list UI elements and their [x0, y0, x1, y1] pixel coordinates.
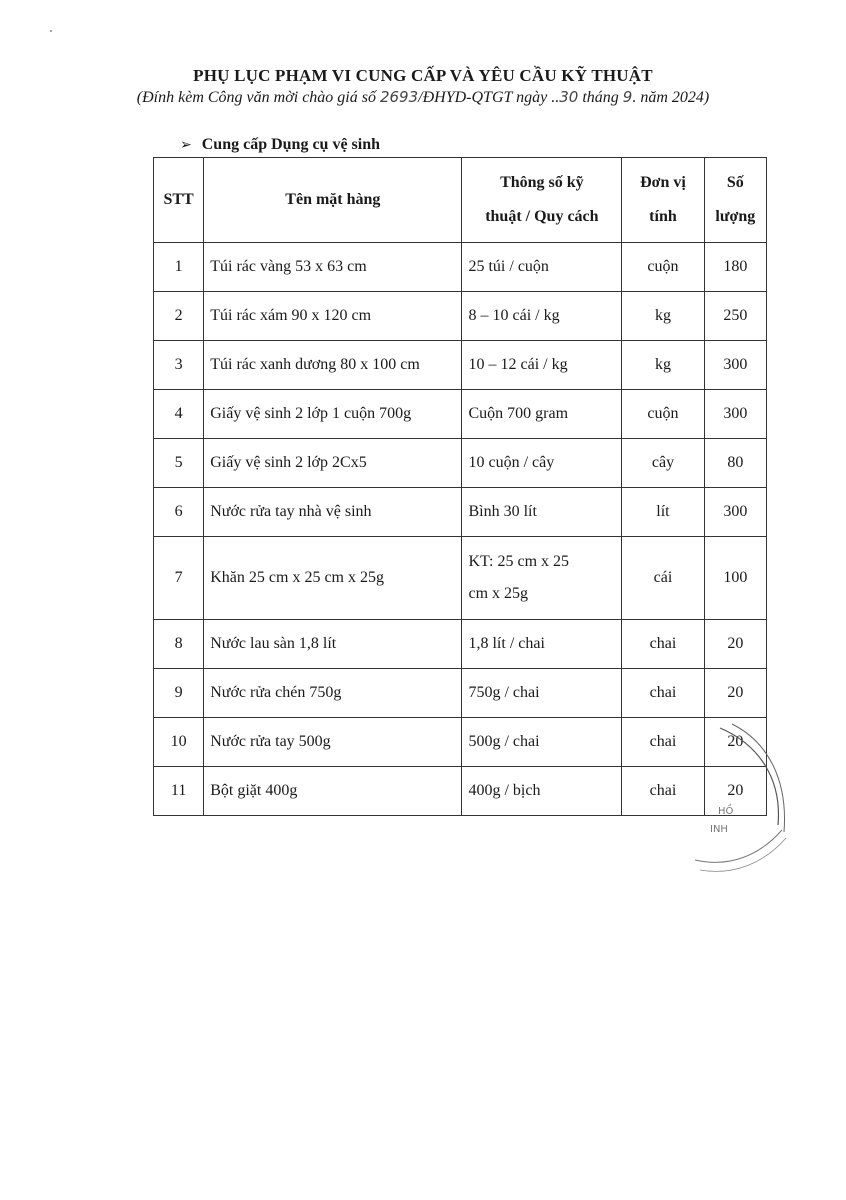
table-row [154, 488, 767, 537]
cell-spec: 25 túi / cuộn [462, 243, 622, 292]
header-unit [622, 158, 704, 243]
supply-table [153, 157, 767, 816]
cell-stt: 8 [154, 620, 204, 669]
cell-unit: chai [622, 669, 704, 718]
header-spec-line1: Thông số kỹ [500, 174, 584, 191]
table-row [154, 390, 767, 439]
cell-stt: 10 [154, 718, 204, 767]
stamp-text-2: INH [710, 824, 728, 835]
arrow-bullet-icon: ➢ [180, 138, 192, 153]
table-row [154, 537, 767, 620]
subtitle-part3: tháng [578, 89, 623, 106]
cell-qty: 20 [704, 767, 766, 816]
cell-stt: 9 [154, 669, 204, 718]
stamp-text-1: HỒ [718, 806, 734, 817]
subtitle-part4: . năm 2024) [632, 89, 710, 106]
cell-spec: 1,8 lít / chai [462, 620, 622, 669]
cell-spec: 750g / chai [462, 669, 622, 718]
cell-qty: 100 [704, 537, 766, 620]
header-qty-line2: lượng [715, 208, 756, 225]
table-row [154, 439, 767, 488]
cell-unit: chai [622, 620, 704, 669]
cell-name: Giấy vệ sinh 2 lớp 2Cx5 [204, 439, 462, 488]
cell-stt: 4 [154, 390, 204, 439]
cell-stt: 5 [154, 439, 204, 488]
table-row [154, 341, 767, 390]
cell-stt: 2 [154, 292, 204, 341]
cell-name: Bột giặt 400g [204, 767, 462, 816]
table-header-row [154, 158, 767, 243]
cell-spec: 8 – 10 cái / kg [462, 292, 622, 341]
cell-spec: 500g / chai [462, 718, 622, 767]
header-unit-line2: tính [649, 208, 677, 225]
cell-unit: chai [622, 767, 704, 816]
subtitle-day-prefix: .. [551, 89, 560, 106]
cell-qty: 20 [704, 718, 766, 767]
cell-spec [462, 537, 622, 620]
cell-spec: 400g / bịch [462, 767, 622, 816]
cell-name: Túi rác vàng 53 x 63 cm [204, 243, 462, 292]
cell-unit: cuộn [622, 243, 704, 292]
cell-unit: kg [622, 341, 704, 390]
cell-qty: 20 [704, 669, 766, 718]
table-row [154, 767, 767, 816]
subtitle-part2: /ĐHYD-QTGT ngày [418, 89, 552, 106]
header-qty-line1: Số [726, 174, 744, 191]
cell-spec: Cuộn 700 gram [462, 390, 622, 439]
document-title: PHỤ LỤC PHẠM VI CUNG CẤP VÀ YÊU CẦU KỸ THUẬT [193, 66, 653, 85]
cell-unit: kg [622, 292, 704, 341]
section-heading [180, 136, 380, 154]
cell-unit: lít [622, 488, 704, 537]
cell-stt: 6 [154, 488, 204, 537]
subtitle-part1: (Đính kèm Công văn mời chào giá số [136, 89, 380, 106]
cell-qty: 180 [704, 243, 766, 292]
cell-stt: 7 [154, 537, 204, 620]
cell-qty: 80 [704, 439, 766, 488]
table-row [154, 669, 767, 718]
subtitle-day: 30 [559, 88, 579, 106]
document-subtitle [0, 88, 846, 107]
subtitle-month: 9 [622, 88, 633, 106]
cell-name: Túi rác xanh dương 80 x 100 cm [204, 341, 462, 390]
table-row [154, 243, 767, 292]
cell-stt: 3 [154, 341, 204, 390]
header-unit-line1: Đơn vị [640, 174, 686, 191]
cell-spec: Bình 30 lít [462, 488, 622, 537]
cell-name: Nước rửa tay 500g [204, 718, 462, 767]
cell-name: Khăn 25 cm x 25 cm x 25g [204, 537, 462, 620]
header-spec-line2: thuật / Quy cách [485, 208, 599, 225]
header-qty [704, 158, 766, 243]
cell-unit: chai [622, 718, 704, 767]
cell-stt: 11 [154, 767, 204, 816]
cell-name: Nước rửa chén 750g [204, 669, 462, 718]
header-name: Tên mặt hàng [204, 158, 462, 243]
cell-name: Túi rác xám 90 x 120 cm [204, 292, 462, 341]
table-row [154, 292, 767, 341]
cell-qty: 20 [704, 620, 766, 669]
cell-name: Nước rửa tay nhà vệ sinh [204, 488, 462, 537]
cell-spec-line2: cm x 25g [468, 585, 529, 602]
cell-name: Giấy vệ sinh 2 lớp 1 cuộn 700g [204, 390, 462, 439]
cell-unit: cái [622, 537, 704, 620]
header-stt: STT [154, 158, 204, 243]
scan-speck [50, 30, 52, 32]
cell-stt: 1 [154, 243, 204, 292]
cell-unit: cuộn [622, 390, 704, 439]
cell-qty: 300 [704, 341, 766, 390]
cell-spec: 10 – 12 cái / kg [462, 341, 622, 390]
cell-spec-line1: KT: 25 cm x 25 [468, 553, 570, 570]
cell-qty: 300 [704, 390, 766, 439]
cell-name: Nước lau sàn 1,8 lít [204, 620, 462, 669]
cell-unit: cây [622, 439, 704, 488]
official-stamp-seal-icon [690, 720, 790, 880]
cell-spec: 10 cuộn / cây [462, 439, 622, 488]
header-spec [462, 158, 622, 243]
cell-qty: 300 [704, 488, 766, 537]
subtitle-doc-number: 2693 [379, 88, 419, 106]
table-row [154, 718, 767, 767]
cell-qty: 250 [704, 292, 766, 341]
section-title: Cung cấp Dụng cụ vệ sinh [201, 136, 381, 153]
table-row [154, 620, 767, 669]
